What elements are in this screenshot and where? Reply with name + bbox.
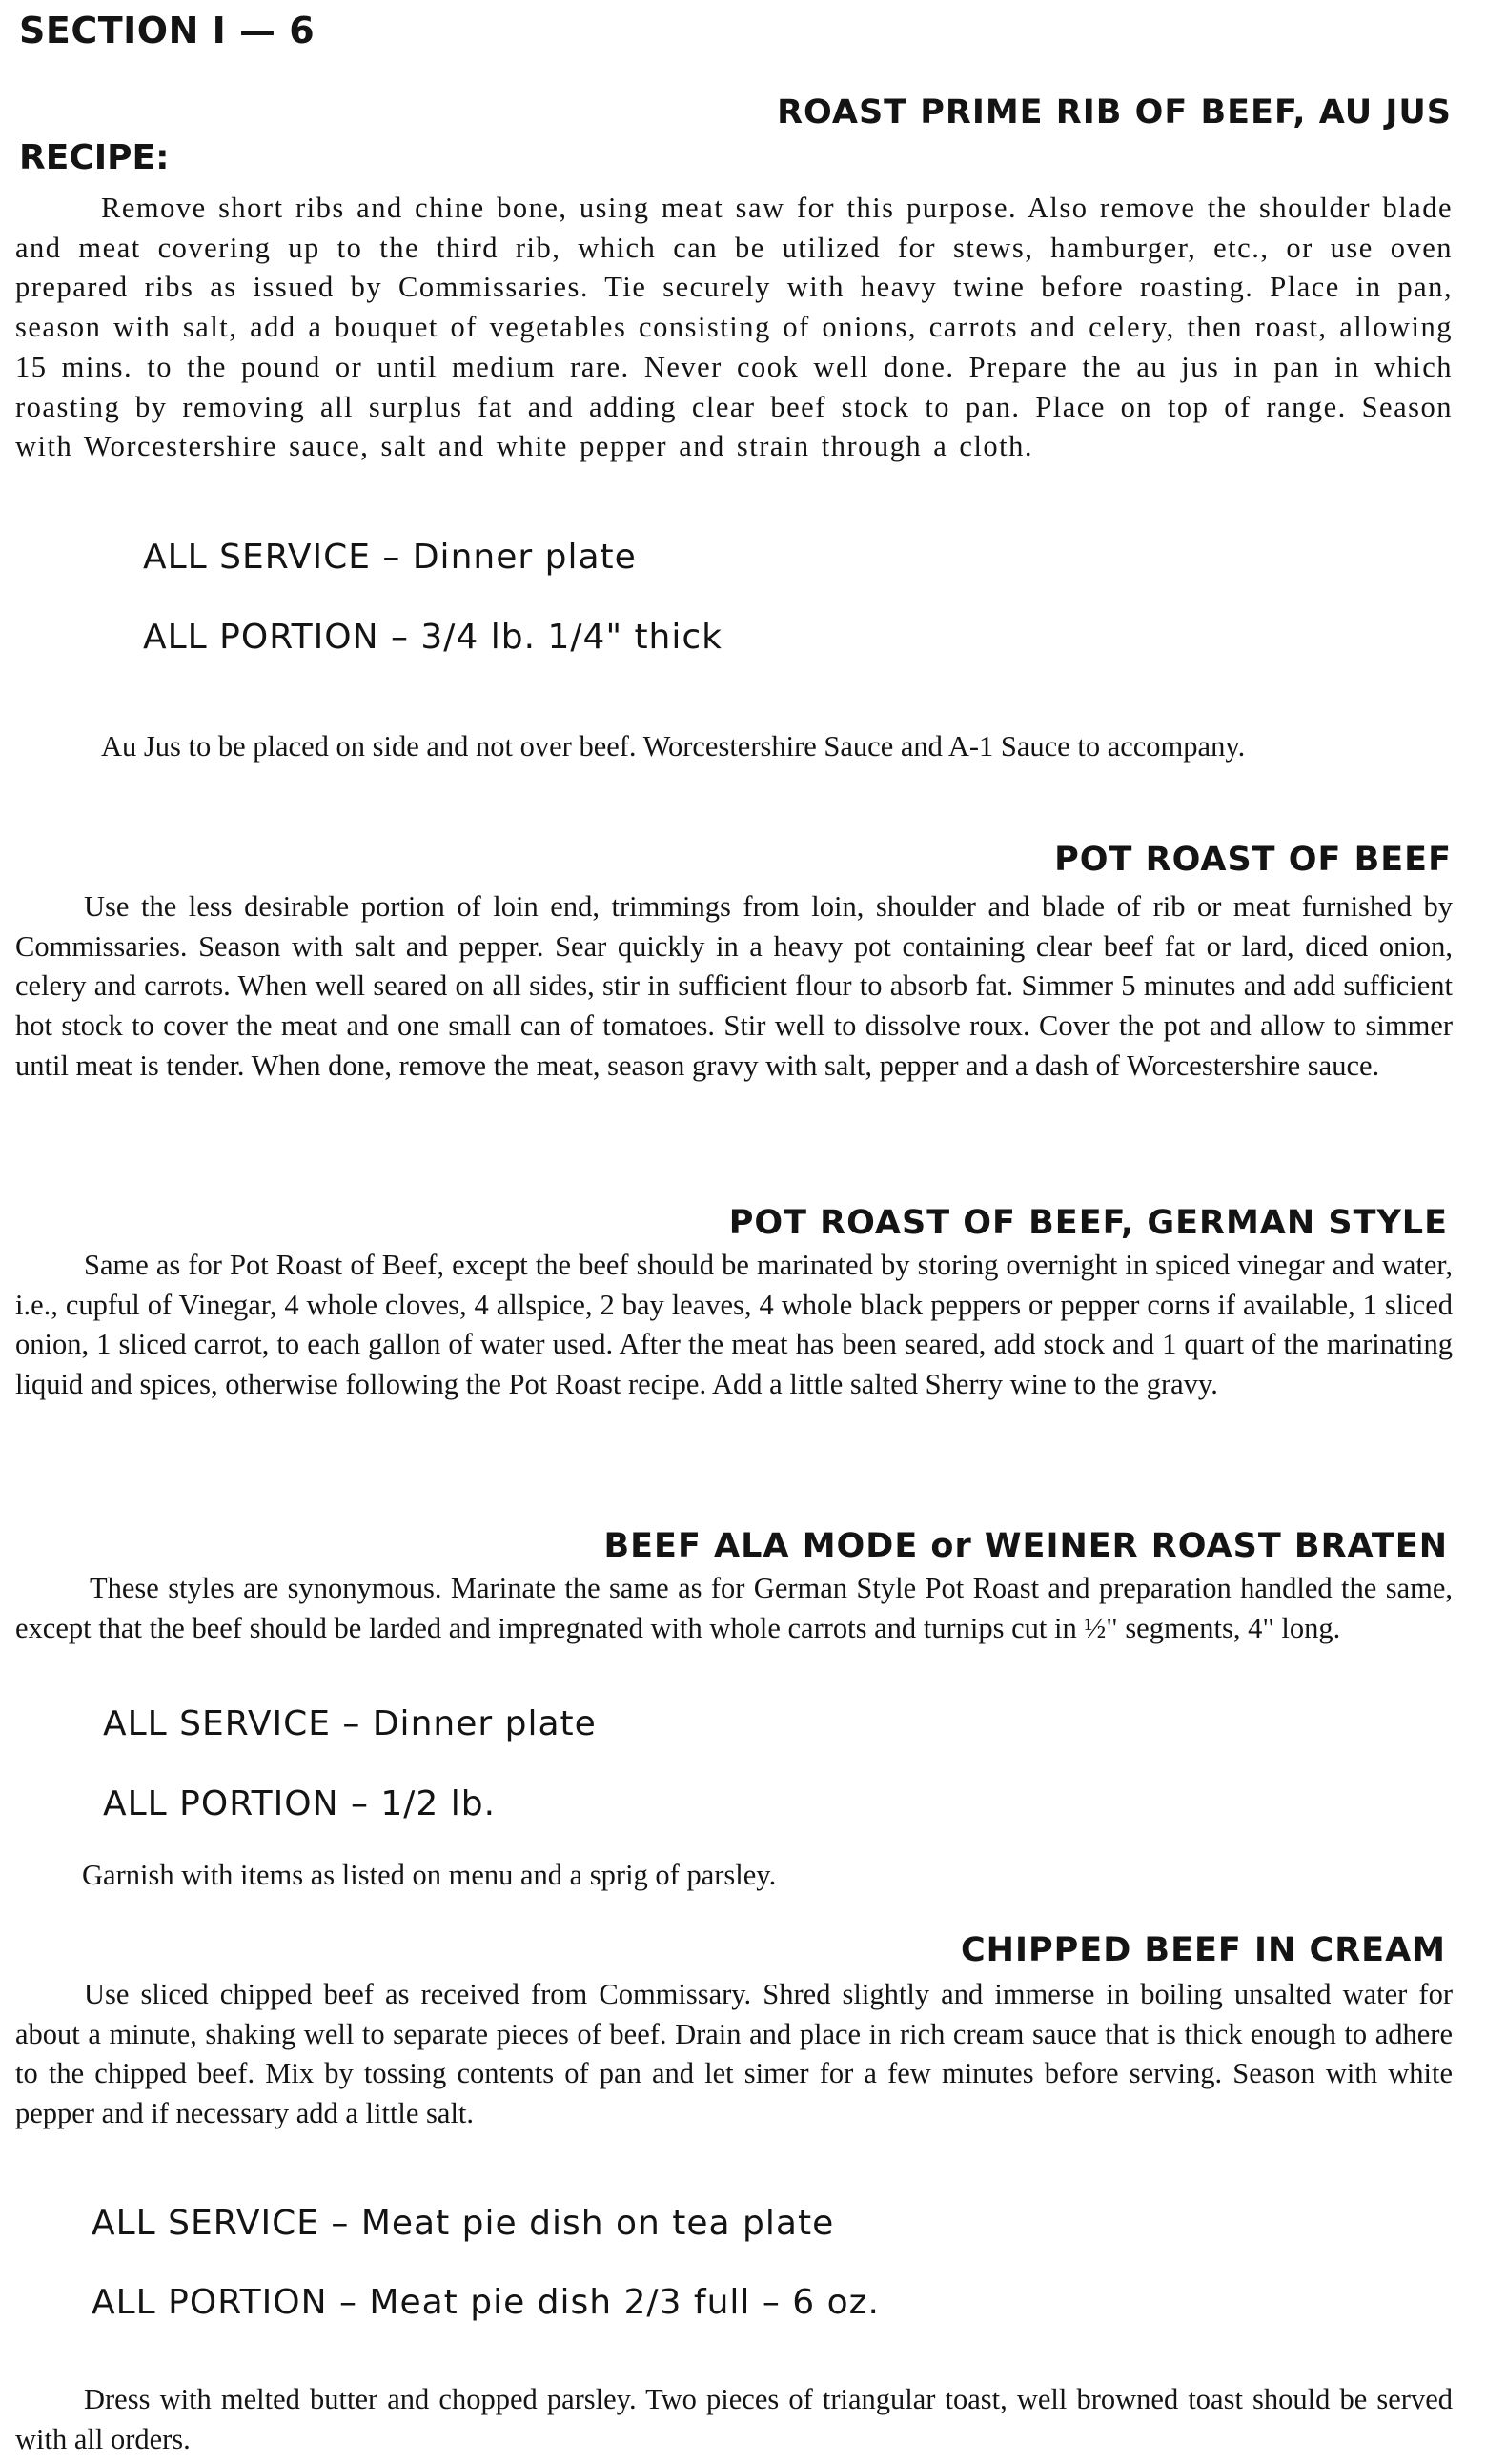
beef-ala-mode-note: Garnish with items as listed on menu and a sprig of parsley. [82, 1859, 777, 1891]
chipped-beef-service: ALL SERVICE – Meat pie dish on tea plate [92, 2204, 835, 2243]
pot-roast-title: POT ROAST OF BEEF [1054, 841, 1452, 879]
roast-prime-rib-service: ALL SERVICE – Dinner plate [143, 538, 637, 577]
pot-roast-german-body [15, 1246, 1453, 1405]
pot-roast-body [15, 887, 1453, 1087]
beef-ala-mode-portion: ALL PORTION – 1/2 lb. [103, 1784, 497, 1823]
pot-roast-german-title: POT ROAST OF BEEF, GERMAN STYLE [728, 1204, 1448, 1242]
pot-roast-german-body-text: Same as for Pot Roast of Beef, except the beef should be marinated by storing overnight in spiced vinegar and water, i.e., cupful of Vinegar, 4 whole cloves, 4 allspice, 2 bay leaves, 4 whole black peppers or pepper corns if available, 1 sliced onion, 1 sliced carrot, to each gallon of water used. After the meat has been seared, add stock and 1 quart of the marinating liquid and spices, otherwise following the Pot Roast recipe. Add a little salted Sherry wine to the gravy. [15, 1249, 1453, 1401]
chipped-beef-note [15, 2380, 1453, 2459]
recipe-label: RECIPE: [19, 138, 170, 177]
chipped-beef-title: CHIPPED BEEF IN CREAM [960, 1931, 1446, 1969]
beef-ala-mode-body [15, 1569, 1453, 1648]
beef-ala-mode-body-text: These styles are synonymous. Marinate the same as for German Style Pot Roast and preparation handled the same, except that the beef should be larded and impregnated with whole carrots and turnips cut in ½" segments, 4" long. [15, 1572, 1453, 1644]
roast-prime-rib-title: ROAST PRIME RIB OF BEEF, AU JUS [777, 93, 1452, 132]
section-label: SECTION I — 6 [19, 10, 316, 51]
chipped-beef-body-text: Use sliced chipped beef as received from Commissary. Shred slightly and immerse in boiling unsalted water for about a minute, shaking well to separate pieces of beef. Drain and place in rich cream sauce that is thick enough to adhere to the chipped beef. Mix by tossing contents of pan and let simer for a few minutes before serving. Season with white pepper and if necessary add a little salt. [15, 1978, 1453, 2130]
pot-roast-body-text: Use the less desirable portion of loin end, trimmings from loin, shoulder and blade of rib or meat furnished by Commissaries. Season with salt and pepper. Sear quickly in a heavy pot containing clear beef fat or lard, diced onion, celery and carrots. When well seared on all sides, stir in sufficient flour to absorb fat. Simmer 5 minutes and add sufficient hot stock to cover the meat and one small can of tomatoes. Stir well to dissolve roux. Cover the pot and allow to simmer until meat is tender. When done, remove the meat, season gravy with salt, pepper and a dash of Worcestershire sauce. [15, 890, 1453, 1082]
roast-prime-rib-portion: ALL PORTION – 3/4 lb. 1/4" thick [143, 618, 723, 657]
roast-prime-rib-body [15, 189, 1453, 467]
roast-prime-rib-body-text: Remove short ribs and chine bone, using meat saw for this purpose. Also remove the shoulder blade and meat covering up to the third rib, which can be utilized for stews, hamburger, etc., or use oven prepared ribs as issued by Commissaries. Tie securely with heavy twine before roasting. Place in pan, season with salt, add a bouquet of vegetables consisting of onions, carrots and celery, then roast, allowing 15 mins. to the pound or until medium rare. Never cook well done. Prepare the au jus in pan in which roasting by removing all surplus fat and adding clear beef stock to pan. Place on top of range. Season with Worcestershire sauce, salt and white pepper and strain through a cloth. [15, 192, 1453, 463]
chipped-beef-portion: ALL PORTION – Meat pie dish 2/3 full – 6 oz. [92, 2283, 880, 2322]
roast-prime-rib-note [15, 727, 1453, 767]
chipped-beef-note-text: Dress with melted butter and chopped parsley. Two pieces of triangular toast, well browned toast should be served with all orders. [15, 2383, 1453, 2455]
chipped-beef-body [15, 1975, 1453, 2134]
roast-prime-rib-note-text: Au Jus to be placed on side and not over beef. Worcestershire Sauce and A-1 Sauce to accompany. [101, 730, 1246, 763]
beef-ala-mode-title: BEEF ALA MODE or WEINER ROAST BRATEN [603, 1527, 1448, 1565]
beef-ala-mode-service: ALL SERVICE – Dinner plate [103, 1704, 597, 1743]
